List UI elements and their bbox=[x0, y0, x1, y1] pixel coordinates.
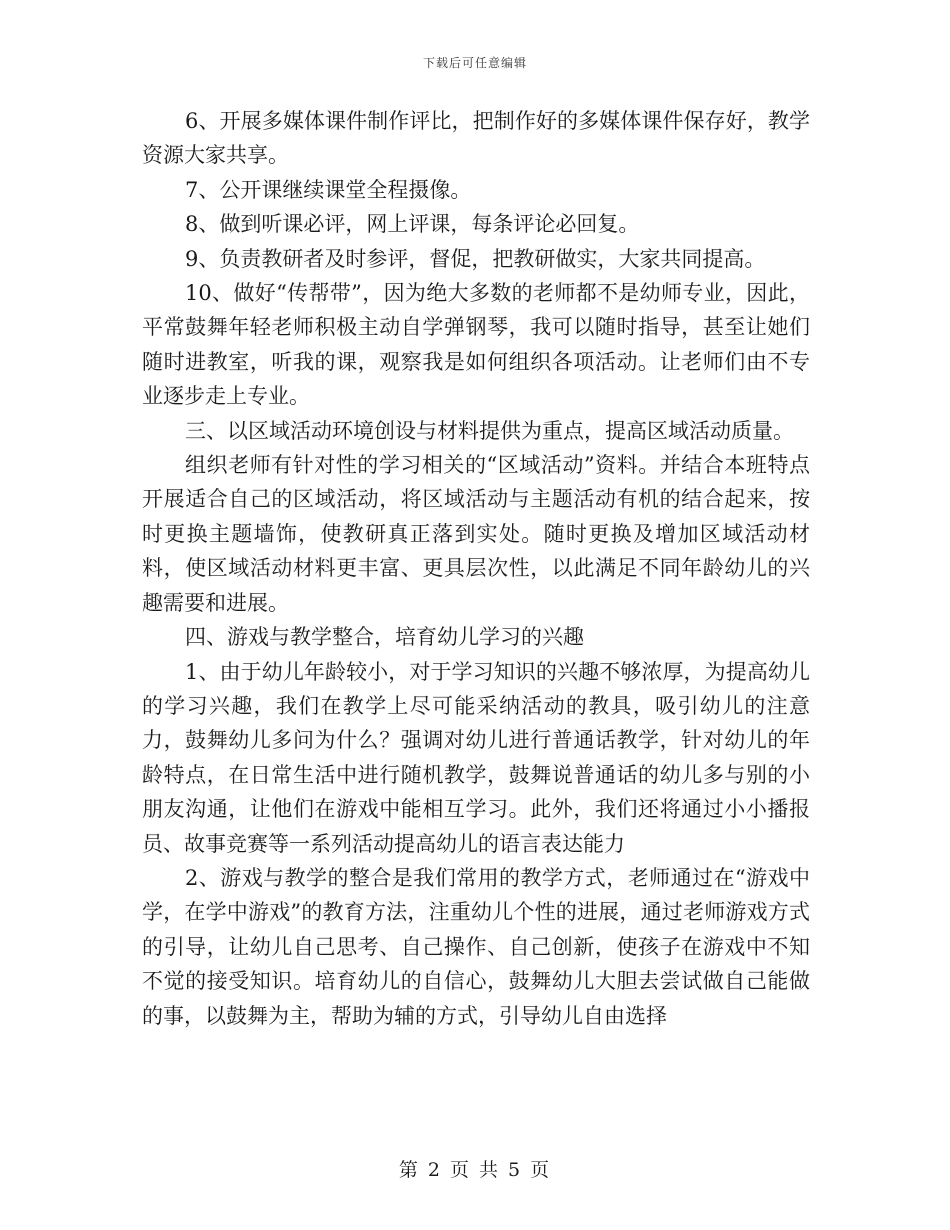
paragraph-item-8: 8、做到听课必评，网上评课，每条评论必回复。 bbox=[185, 212, 640, 237]
document-body bbox=[142, 104, 810, 1033]
page-number-footer: 第 2 页 共 5 页 bbox=[398, 1159, 552, 1181]
paragraph-subitem-2: 2、游戏与教学的整合是我们常用的教学方式，老师通过在“游戏中学，在学中游戏”的教育方法，注重幼儿个性的进展，通过老师游戏方式的引导，让幼儿自己思考、自己操作、自己创新，使孩子在游戏中不知不觉的接受知识。培育幼儿的自信心，鼓舞幼儿大胆去尝试做自己能做的事，以鼓舞为主，帮助为辅的方式，引导幼儿自由选择 bbox=[142, 865, 810, 1028]
page-header-note: 下载后可任意编辑 bbox=[422, 56, 527, 70]
paragraph-item-7: 7、公开课继续课堂全程摄像。 bbox=[185, 177, 472, 202]
paragraph-item-9: 9、负责教研者及时参评，督促，把教研做实，大家共同提高。 bbox=[185, 246, 766, 271]
section-heading-4: 四、游戏与教学整合，培育幼儿学习的兴趣 bbox=[185, 625, 584, 650]
section-heading-3: 三、以区域活动环境创设与材料提供为重点，提高区域活动质量。 bbox=[185, 418, 794, 443]
paragraph-item-10: 10、做好“传帮带”，因为绝大多数的老师都不是幼师专业，因此，平常鼓舞年轻老师积极主动自学弹钢琴，我可以随时指导，甚至让她们随时进教室，听我的课，观察我是如何组织各项活动。让老师们由不专业逐步走上专业。 bbox=[142, 281, 810, 409]
paragraph-item-6: 6、开展多媒体课件制作评比，把制作好的多媒体课件保存好，教学资源大家共享。 bbox=[142, 109, 810, 168]
paragraph-subitem-1: 1、由于幼儿年龄较小，对于学习知识的兴趣不够浓厚，为提高幼儿的学习兴趣，我们在教学上尽可能采纳活动的教具，吸引幼儿的注意力，鼓舞幼儿多问为什么？强调对幼儿进行普通话教学，针对幼儿的年龄特点，在日常生活中进行随机教学，鼓舞说普通话的幼儿多与别的小朋友沟通，让他们在游戏中能相互学习。此外，我们还将通过小小播报员、故事竞赛等一系列活动提高幼儿的语言表达能力 bbox=[142, 659, 810, 856]
paragraph-regional-activity: 组织老师有针对性的学习相关的“区域活动”资料。并结合本班特点开展适合自己的区域活动，将区域活动与主题活动有机的结合起来，按时更换主题墙饰，使教研真正落到实处。随时更换及增加区域活动材料，使区域活动材料更丰富、更具层次性，以此满足不同年龄幼儿的兴趣需要和进展。 bbox=[142, 453, 810, 615]
